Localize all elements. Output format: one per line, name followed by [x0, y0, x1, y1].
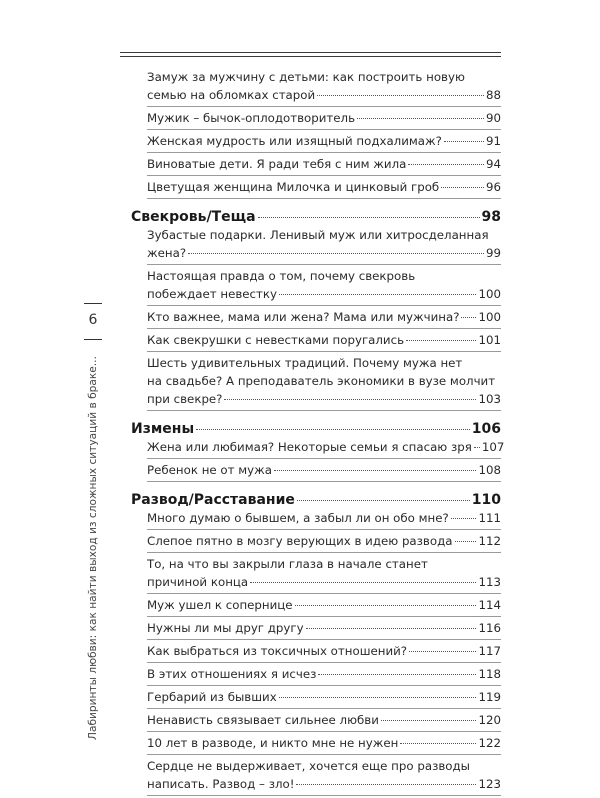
dot-leader: [306, 628, 477, 629]
section-page: 98: [481, 209, 501, 225]
entry-title-line: Цветущая женщина Милочка и цинковый гроб: [147, 180, 440, 194]
dot-leader: [474, 447, 480, 448]
entry-row: [147, 596, 501, 614]
dot-leader: [406, 340, 476, 341]
page-number-rule-top: [84, 303, 102, 304]
entry-page: 123: [478, 777, 501, 791]
entry-title-line: Много думаю о бывшем, а забыл ли он обо мне?: [147, 511, 449, 525]
section-heading: [131, 208, 501, 226]
entry-row: [147, 86, 501, 104]
entry-page: 101: [478, 333, 501, 347]
entry-row: [147, 665, 501, 683]
toc-entry: [147, 619, 501, 640]
entry-title-line: Как свекрушки с невестками поругались: [147, 333, 405, 347]
entry-title-line: Как выбраться из токсичных отношений?: [147, 644, 408, 658]
dot-leader: [296, 784, 476, 785]
toc-entry: [147, 461, 501, 482]
dot-leader: [196, 429, 470, 430]
entry-title-line: Виноватые дети. Я ради тебя с ним жила: [147, 157, 407, 171]
toc-entry: [147, 132, 501, 153]
entry-title-line: семью на обломках старой: [147, 88, 316, 102]
entry-title-line: жена?: [147, 246, 187, 260]
toc-entry: [147, 308, 501, 329]
toc-entry: [147, 331, 501, 352]
entry-title-line: Гербарий из бывших: [147, 690, 277, 704]
toc-entry: [147, 354, 501, 411]
section-title: Развод/Расставание: [131, 492, 295, 508]
toc-entry: [147, 68, 501, 107]
section-heading: [131, 420, 501, 438]
entry-title-line: написать. Развод – зло!: [147, 777, 295, 791]
page-number: 6: [88, 312, 98, 328]
entry-row: [147, 178, 501, 196]
dot-leader: [279, 697, 477, 698]
entry-title-line: Зубастые подарки. Ленивый муж или хитросделанная: [147, 228, 489, 242]
entry-page: 88: [485, 88, 501, 102]
entry-row: [147, 390, 501, 408]
dot-leader: [444, 141, 484, 142]
dot-leader: [318, 674, 476, 675]
section-page: 106: [471, 421, 501, 437]
entry-row: [147, 285, 501, 303]
toc-entry: [147, 226, 501, 265]
entry-page: 114: [478, 598, 501, 612]
entry-page: 117: [478, 644, 501, 658]
entry-title-line: Сердце не выдерживает, хочется еще про разводы: [147, 759, 470, 773]
entry-row: [147, 461, 501, 479]
dot-leader: [250, 582, 476, 583]
entry-row: [147, 532, 501, 550]
entry-title-line: Жена или любимая? Некоторые семьи я спасаю зря: [147, 440, 472, 454]
dot-leader: [455, 541, 477, 542]
entry-title-line: Нужны ли мы друг другу: [147, 621, 304, 635]
entry-page: 112: [478, 534, 501, 548]
entry-title-line: Шесть удивительных традиций. Почему мужа нет: [147, 356, 463, 370]
section-gap: [131, 413, 501, 420]
entry-page: 96: [485, 180, 501, 194]
entry-row: [147, 155, 501, 173]
dot-leader: [357, 118, 484, 119]
entry-page: 94: [485, 157, 501, 171]
toc-entry: [147, 688, 501, 709]
dot-leader: [258, 217, 480, 218]
entry-row: [147, 619, 501, 637]
dot-leader: [188, 253, 484, 254]
dot-leader: [295, 605, 477, 606]
entry-title-line: Муж ушел к сопернице: [147, 598, 293, 612]
entry-title-line: при свекре?: [147, 392, 223, 406]
entry-title-line: Мужик – бычок-оплодотворитель: [147, 111, 356, 125]
dot-leader: [451, 518, 477, 519]
toc-entry: [147, 178, 501, 199]
entry-page: 116: [478, 621, 501, 635]
entry-title-line: То, на что вы закрыли глаза в начале станет: [147, 557, 428, 571]
dot-leader: [279, 294, 476, 295]
entry-row: [147, 642, 501, 660]
toc-entry: [147, 109, 501, 130]
dot-leader: [408, 164, 484, 165]
page-number-rule-bottom: [84, 339, 102, 340]
entry-row: [147, 734, 501, 752]
entry-page: 99: [485, 246, 501, 260]
section-title: Свекровь/Теща: [131, 209, 256, 225]
entry-page: 107: [481, 440, 505, 454]
toc-entry: [147, 532, 501, 553]
entry-title-line: Ненависть связывает сильнее любви: [147, 713, 379, 727]
section-gap: [131, 201, 501, 208]
dot-leader: [274, 470, 476, 471]
dot-leader: [317, 95, 484, 96]
dot-leader: [409, 651, 476, 652]
entry-row: [147, 775, 501, 793]
entry-title-line: Слепое пятно в мозгу верующих в идею развода: [147, 534, 453, 548]
dot-leader: [461, 317, 476, 318]
entry-title-line: В этих отношениях я исчез: [147, 667, 317, 681]
toc-entry: [147, 665, 501, 686]
dot-leader: [441, 187, 484, 188]
toc-entry: [147, 757, 501, 796]
toc-entry: [147, 267, 501, 306]
entry-page: 100: [478, 310, 501, 324]
entry-page: 120: [478, 713, 501, 727]
entry-page: 108: [478, 463, 501, 477]
toc-entry: [147, 509, 501, 530]
entry-row: [147, 711, 501, 729]
entry-row: [147, 244, 501, 262]
entry-title-line: Ребенок не от мужа: [147, 463, 273, 477]
entry-title-line: Кто важнее, мама или жена? Мама или мужчина?: [147, 310, 460, 324]
section-gap: [131, 484, 501, 491]
entry-row: [147, 573, 501, 591]
toc-entry: [147, 711, 501, 732]
toc-entry: [147, 555, 501, 594]
section-page: 110: [471, 492, 501, 508]
running-title: Лабиринты любви: как найти выход из сложных ситуаций в браке...: [87, 356, 99, 740]
toc-entry: [147, 596, 501, 617]
toc-entry: [147, 642, 501, 663]
entry-title-line: побеждает невестку: [147, 287, 278, 301]
entry-title-line: Настоящая правда о том, почему свекровь: [147, 269, 416, 283]
table-of-contents: [131, 68, 505, 798]
entry-page: 113: [478, 575, 501, 589]
dot-leader: [224, 399, 476, 400]
dot-leader: [400, 743, 476, 744]
entry-row: [147, 132, 501, 150]
toc-entry: [147, 734, 501, 755]
entry-page: 90: [485, 111, 501, 125]
section-title: Измены: [131, 421, 195, 437]
entry-title-line: 10 лет в разводе, и никто мне не нужен: [147, 736, 399, 750]
entry-page: 111: [478, 511, 501, 525]
section-heading: [131, 491, 501, 509]
toc-entry: [147, 155, 501, 176]
entry-page: 122: [478, 736, 501, 750]
entry-page: 103: [478, 392, 501, 406]
dot-leader: [381, 720, 477, 721]
dot-leader: [297, 500, 470, 501]
entry-row: [147, 688, 501, 706]
entry-row: [147, 438, 505, 456]
entry-page: 118: [478, 667, 501, 681]
entry-row: [147, 308, 501, 326]
entry-row: [147, 509, 501, 527]
header-rule-top: [120, 52, 501, 53]
header-rule-bottom: [120, 56, 501, 57]
entry-row: [147, 109, 501, 127]
entry-row: [147, 331, 501, 349]
entry-title-line: Замуж за мужчину с детьми: как построить новую: [147, 70, 465, 84]
entry-page: 100: [478, 287, 501, 301]
entry-title-line: на свадьбе? А преподаватель экономики в вузе молчит: [147, 374, 496, 388]
entry-page: 119: [478, 690, 501, 704]
entry-title-line: Женская мудрость или изящный подхалимаж?: [147, 134, 442, 148]
toc-entry: [147, 438, 505, 459]
entry-title-line: причиной конца: [147, 575, 249, 589]
entry-page: 91: [485, 134, 501, 148]
